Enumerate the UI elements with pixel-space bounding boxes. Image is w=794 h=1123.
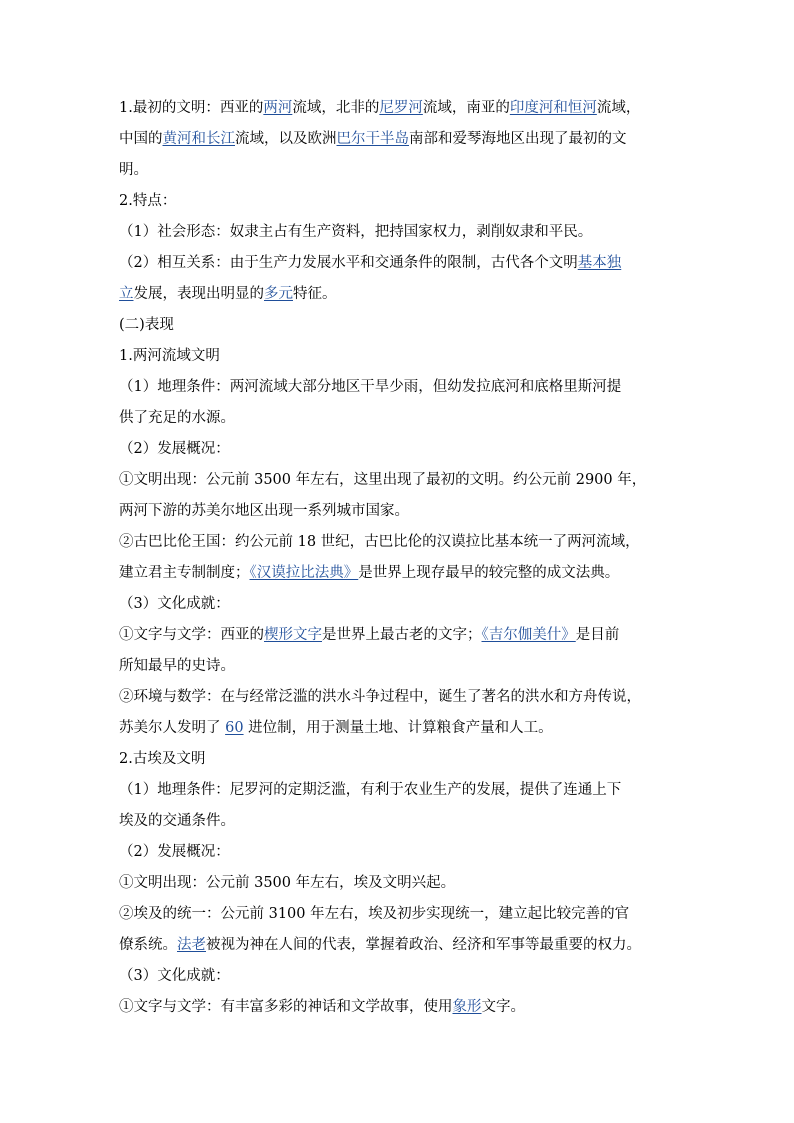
text-run: ②古巴比伦王国：约公元前 18 世纪，古巴比伦的汉谟拉比基本统一了两河流域，	[119, 534, 640, 550]
text-run: 明。	[119, 162, 148, 178]
text-line	[119, 682, 679, 713]
hyperlink[interactable]: 两河	[263, 100, 293, 116]
text-line	[119, 806, 679, 837]
hyperlink[interactable]: 《吉尔伽美什》	[481, 627, 576, 643]
text-run: 南部和爱琴海地区出现了最初的文	[409, 131, 627, 147]
text-line	[119, 620, 679, 651]
text-line	[119, 93, 679, 124]
text-run: 进位制，用于测量土地、计算粮食产量和人工。	[243, 720, 553, 736]
hyperlink[interactable]: 多元	[264, 286, 293, 302]
text-line	[119, 713, 679, 744]
text-line	[119, 124, 679, 155]
text-run: 苏美尔人发明了	[119, 720, 226, 736]
text-run: 1.两河流域文明	[119, 348, 220, 364]
hyperlink[interactable]: 《汉谟拉比法典》	[249, 565, 359, 581]
text-line	[119, 372, 679, 403]
text-run: 2.特点：	[119, 193, 177, 209]
text-run: ①文明出现：公元前 3500 年左右，埃及文明兴起。	[119, 875, 456, 891]
hyperlink[interactable]: 60	[225, 720, 244, 736]
text-line	[119, 248, 679, 279]
text-run: 是目前	[575, 627, 620, 643]
text-line	[119, 527, 679, 558]
text-line	[119, 403, 679, 434]
text-run: ②环境与数学：在与经常泛滥的洪水斗争过程中，诞生了著名的洪水和方舟传说，	[119, 689, 641, 705]
text-line	[119, 589, 679, 620]
text-line	[119, 465, 679, 496]
text-run: 1.最初的文明：西亚的	[119, 100, 264, 116]
text-run: （3）文化成就：	[119, 596, 230, 612]
text-line	[119, 961, 679, 992]
text-line	[119, 899, 679, 930]
text-run: 建立君主专制制度；	[119, 565, 250, 581]
text-run: 是世界上最古老的文字；	[322, 627, 482, 643]
text-run: 流域，北非的	[292, 100, 380, 116]
text-run: 2.古埃及文明	[119, 751, 206, 767]
text-line	[119, 868, 679, 899]
text-line	[119, 775, 679, 806]
text-run: 两河下游的苏美尔地区出现一系列城市国家。	[119, 503, 409, 519]
text-line	[119, 837, 679, 868]
text-run: （2）发展概况：	[119, 441, 230, 457]
hyperlink[interactable]: 基本独	[577, 255, 622, 271]
text-run: 僚系统。	[119, 937, 177, 953]
text-line	[119, 155, 679, 186]
hyperlink[interactable]: 立	[119, 286, 134, 302]
text-line	[119, 496, 679, 527]
text-run: （1）社会形态：奴隶主占有生产资料，把持国家权力，剥削奴隶和平民。	[119, 224, 593, 240]
text-line	[119, 930, 679, 961]
text-run: 中国的	[119, 131, 163, 147]
text-run: ②埃及的统一：公元前 3100 年左右，埃及初步实现统一，建立起比较完善的官	[119, 906, 630, 922]
text-run: ①文字与文学：有丰富多彩的神话和文学故事，使用	[119, 999, 453, 1015]
text-line	[119, 341, 679, 372]
text-run: 所知最早的史诗。	[119, 658, 235, 674]
text-run: (二)表现	[119, 317, 174, 333]
text-run: 特征。	[293, 286, 337, 302]
text-line	[119, 186, 679, 217]
text-line	[119, 310, 679, 341]
hyperlink[interactable]: 楔形文字	[264, 627, 322, 643]
text-run: （1）地理条件：尼罗河的定期泛滥，有利于农业生产的发展，提供了连通上下	[119, 782, 622, 798]
text-line	[119, 279, 679, 310]
text-line	[119, 651, 679, 682]
text-line	[119, 434, 679, 465]
text-run: 埃及的交通条件。	[119, 813, 235, 829]
text-run: 文字。	[481, 999, 525, 1015]
text-line	[119, 217, 679, 248]
text-run: ①文明出现：公元前 3500 年左右，这里出现了最初的文明。约公元前 2900 年，	[119, 472, 647, 488]
text-run: 被视为神在人间的代表，掌握着政治、经济和军事等最重要的权力。	[206, 937, 641, 953]
text-line	[119, 992, 679, 1023]
text-run: 发展，表现出明显的	[133, 286, 264, 302]
text-run: 流域，南亚的	[422, 100, 510, 116]
hyperlink[interactable]: 尼罗河	[379, 100, 423, 116]
text-line	[119, 744, 679, 775]
text-run: （2）发展概况：	[119, 844, 230, 860]
text-run: 是世界上现存最早的较完整的成文法典。	[358, 565, 620, 581]
text-line	[119, 558, 679, 589]
hyperlink[interactable]: 法老	[177, 937, 206, 953]
text-run: （3）文化成就：	[119, 968, 230, 984]
text-run: （2）相互关系：由于生产力发展水平和交通条件的限制，古代各个文明	[119, 255, 578, 271]
text-run: 流域，	[596, 100, 641, 116]
hyperlink[interactable]: 印度河和恒河	[509, 100, 597, 116]
text-run: 流域，以及欧洲	[235, 131, 337, 147]
document-body	[119, 93, 679, 1023]
hyperlink[interactable]: 巴尔干半岛	[336, 131, 409, 147]
text-run: 供了充足的水源。	[119, 410, 235, 426]
hyperlink[interactable]: 象形	[452, 999, 482, 1015]
hyperlink[interactable]: 黄河和长江	[162, 131, 235, 147]
text-run: （1）地理条件：两河流域大部分地区干旱少雨，但幼发拉底河和底格里斯河提	[119, 379, 622, 395]
text-run: ①文字与文学：西亚的	[119, 627, 264, 643]
